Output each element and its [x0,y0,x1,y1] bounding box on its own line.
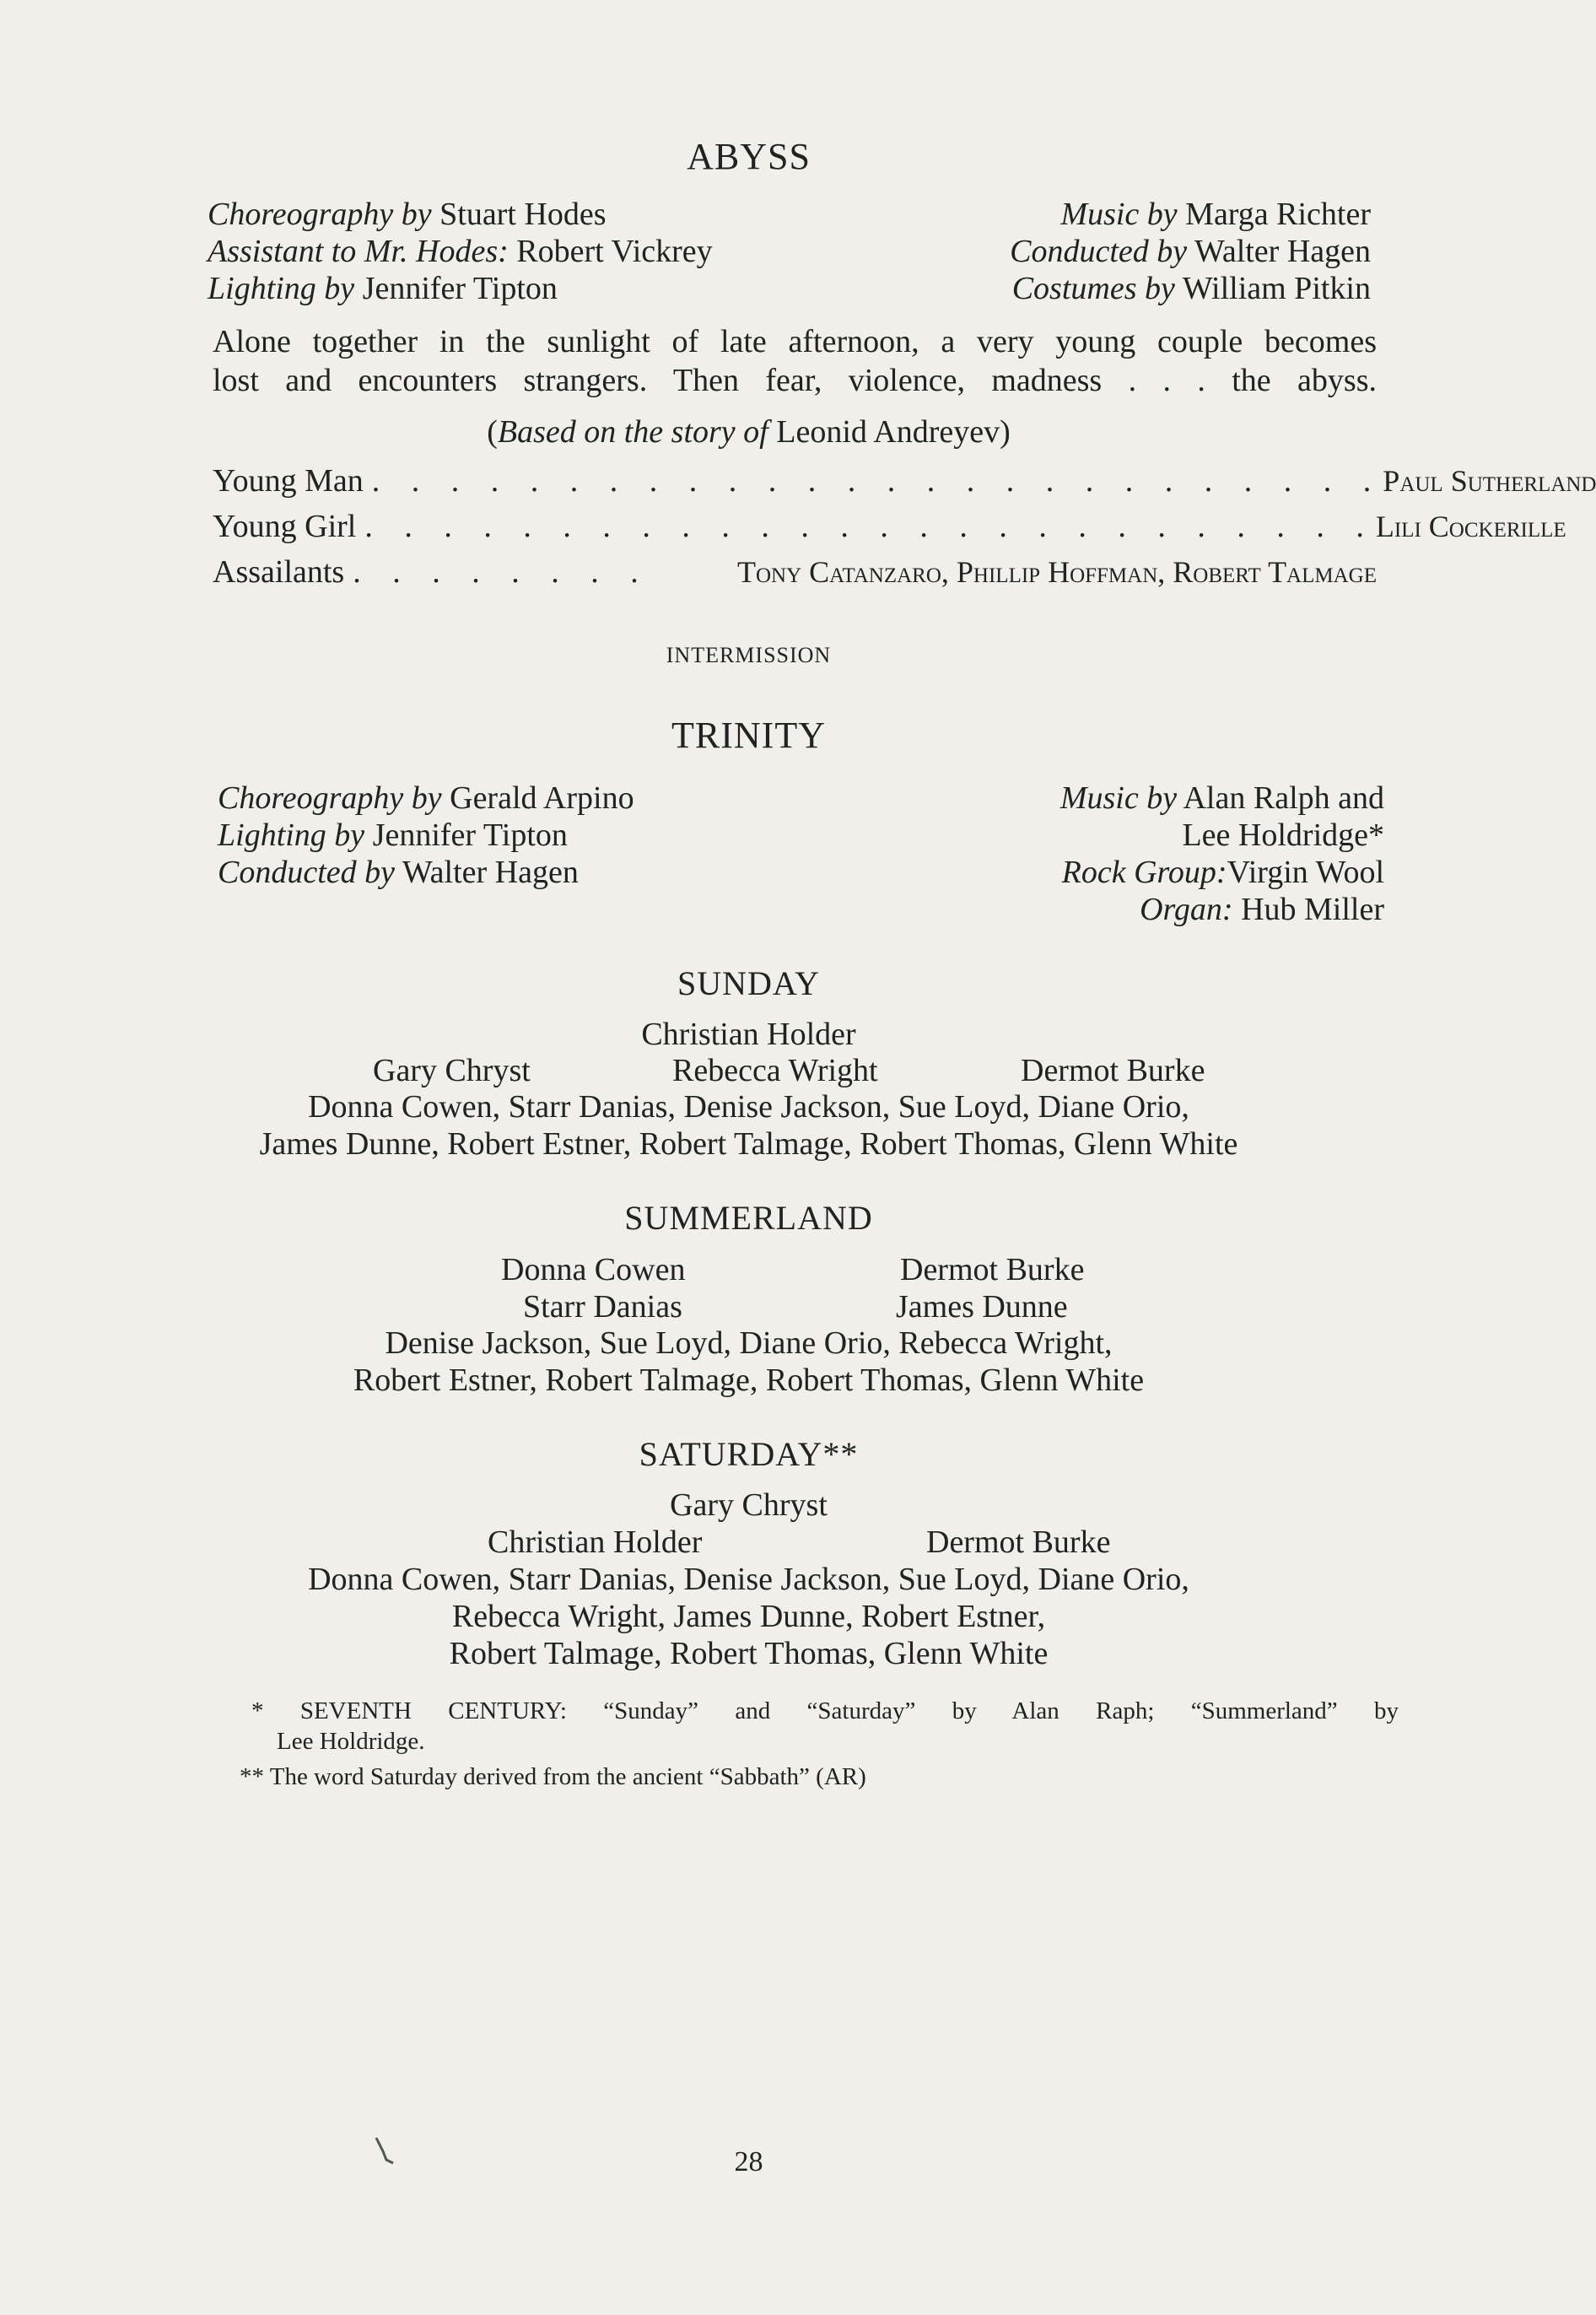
intermission-label: INTERMISSION [666,643,832,667]
footnote-2: ** The word Saturday derived from the ancient “Sabbath” (AR) [240,1763,866,1790]
credit-line [208,270,713,307]
cast-role: Young Girl [213,509,357,544]
cast-performer: Lili Cockerille [1375,510,1566,543]
section-title-sunday: SUNDAY [677,964,820,1002]
description-line: Alone together in the sunlight of late afternoon, a very young couple becomes [213,324,1377,359]
saturday-pair-left: Christian Holder [488,1524,703,1560]
abyss-based-on: (Based on the story of Leonid Andreyev) [487,414,1011,450]
based-on-label: Based on the story of [497,414,768,450]
credit-role: Choreography by [208,197,432,232]
credit-line [218,854,634,891]
credit-role: Lighting by [208,271,355,306]
credit-line [218,780,634,817]
sunday-lead: Christian Holder [641,1017,856,1052]
credit-role: Lighting by [218,818,365,853]
abyss-description [213,322,1377,400]
sunday-trio-left: Gary Chryst [373,1053,531,1088]
credit-name: Alan Ralph and [1183,780,1384,816]
leader-dots: . . . . . . . . [353,554,650,590]
footnote-line: Lee Holdridge. [277,1728,425,1755]
summerland-pair-right: Dermot Burke [900,1252,1085,1287]
saturday-pair-right: Dermot Burke [926,1524,1111,1560]
footnote-line: * SEVENTH CENTURY: “Sunday” and “Saturday” by Alan Raph; “Summerland” by [251,1697,1399,1724]
abyss-title: ABYSS [687,136,811,177]
summerland-pair-right: James Dunne [896,1289,1068,1325]
leader-dots: . . . . . . . . . . . . . . . . . . . . . . . . . . [364,509,1376,544]
cast-row [213,553,1377,596]
credit-role: Costumes by [1011,271,1175,306]
section-title-saturday: SATURDAY** [639,1435,859,1473]
credit-name: Hub Miller [1241,892,1384,927]
credit-line [208,233,713,270]
credit-line [1060,780,1384,817]
trinity-left-credits [218,780,634,891]
credit-line [1060,891,1384,928]
trinity-title: TRINITY [671,715,826,756]
credit-name: Stuart Hodes [439,197,607,232]
credit-name: Marga Richter [1185,197,1371,232]
sunday-trio-center: Rebecca Wright [672,1053,878,1088]
cast-role: Assailants [213,554,345,590]
saturday-ensemble-line: Donna Cowen, Starr Danias, Denise Jackson, Sue Loyd, Diane Orio, [308,1562,1189,1597]
sunday-trio-right: Dermot Burke [1021,1053,1205,1088]
sunday-ensemble-line: Donna Cowen, Starr Danias, Denise Jackson, Sue Loyd, Diane Orio, [308,1089,1189,1125]
cast-row [213,462,1596,505]
credit-role: Conducted by [1010,234,1188,269]
credit-line [1060,817,1384,854]
description-line: lost and encounters strangers. Then fear, violence, madness . . . the abyss. [213,363,1377,398]
saturday-lead: Gary Chryst [670,1487,828,1523]
credit-role: Assistant to Mr. Hodes: [208,234,509,269]
based-on-author: Leonid Andreyev [776,414,1000,450]
credit-name: William Pitkin [1182,271,1371,306]
abyss-right-credits [1010,196,1371,307]
summerland-pair-left: Donna Cowen [501,1252,686,1287]
credit-role: Conducted by [218,855,396,890]
credit-role: Organ: [1140,892,1233,927]
footnote-1 [251,1696,1399,1756]
saturday-ensemble-line: Robert Talmage, Robert Thomas, Glenn White [449,1636,1049,1671]
section-title-summerland: SUMMERLAND [624,1199,873,1237]
summerland-ensemble-line: Robert Estner, Robert Talmage, Robert Thomas, Glenn White [353,1363,1145,1398]
credit-line [208,196,713,233]
summerland-pair-left: Starr Danias [523,1289,682,1325]
cast-row [213,508,1566,550]
credit-line [218,817,634,854]
page-number: 28 [734,2146,763,2177]
credit-line [1010,196,1371,233]
credit-name: Gerald Arpino [450,780,634,816]
credit-name: Walter Hagen [1194,234,1371,269]
cast-role: Young Man [213,463,364,499]
credit-line [1010,270,1371,307]
credit-line [1060,854,1384,891]
credit-name: Jennifer Tipton [362,271,558,306]
summerland-ensemble-line: Denise Jackson, Sue Loyd, Diane Orio, Rebecca Wright, [385,1325,1113,1361]
credit-line [1010,233,1371,270]
leader-dots: . . . . . . . . . . . . . . . . . . . . . . . . . . [371,463,1383,499]
credit-name: Virgin Wool [1227,855,1384,890]
credit-role: Rock Group: [1061,855,1227,890]
trinity-right-credits [1060,780,1384,928]
sunday-ensemble-line: James Dunne, Robert Estner, Robert Talmage, Robert Thomas, Glenn White [259,1126,1238,1162]
credit-role: Music by [1060,780,1178,816]
credit-name: Robert Vickrey [516,234,713,269]
saturday-ensemble-line: Rebecca Wright, James Dunne, Robert Estner, [451,1599,1046,1634]
cast-performer: Tony Catanzaro, Phillip Hoffman, Robert Talmage [737,555,1377,589]
cast-performer: Paul Sutherland [1383,464,1596,498]
credit-name: Jennifer Tipton [372,818,568,853]
credit-role: Music by [1060,197,1178,232]
credit-role: Choreography by [218,780,442,816]
credit-name: Lee Holdridge* [1182,818,1384,853]
abyss-left-credits [208,196,713,307]
credit-name: Walter Hagen [402,855,579,890]
